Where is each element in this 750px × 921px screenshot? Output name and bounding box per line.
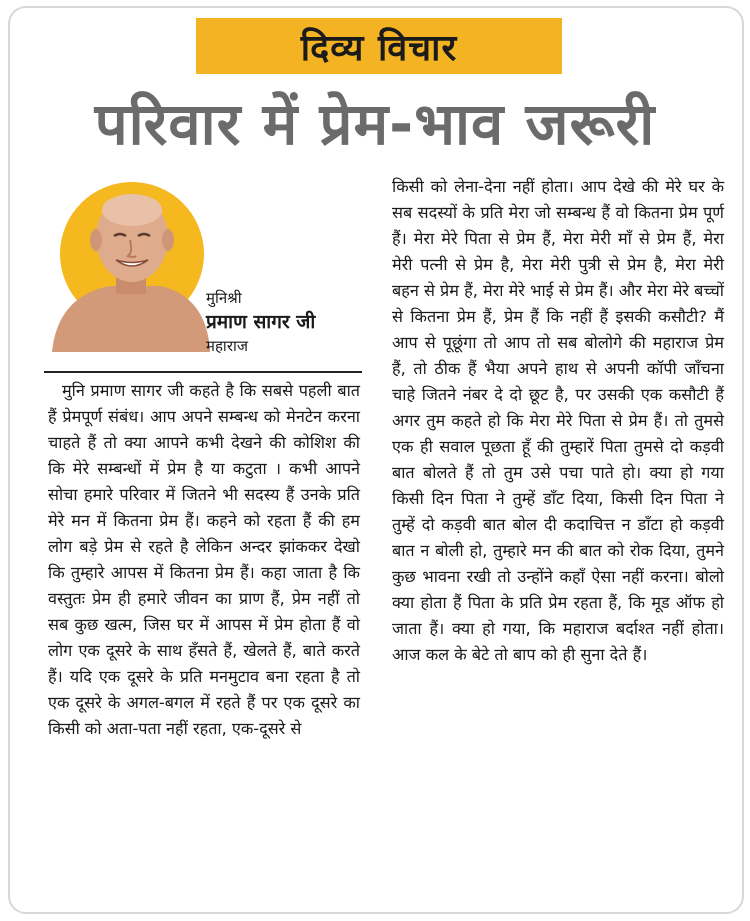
author-photo [50, 172, 210, 352]
column-banner [196, 18, 562, 74]
headline: परिवार में प्रेम-भाव जरूरी [94, 90, 656, 158]
article-text-left: मुनि प्रमाण सागर जी कहते है कि सबसे पहली बात हैं प्रेमपूर्ण संबंध। आप अपने सम्बन्ध को मेनटेन करना चाहते हैं तो क्या आपने कभी देखने की कोशिश की कि मेरे सम्बन्धों में प्रेम है या कटुता । कभी आपने सोचा हमारे परिवार में जितने भी सदस्य हैं उनके प्रति मेरे मन में कितना प्रेम हैं। कहने को रहता हैं की हम लोग बड़े प्रेम से रहते है लेकिन अन्दर झांककर देखो कि तुम्हारे आपस में कितना प्रेम हैं। कहा जाता है कि वस्तुतः प्रेम ही हमारे जीवन का प्राण हैं, प्रेम नहीं तो सब कुछ खत्म, जिस घर में आपस में प्रेम होता हैं वो लोग एक दूसरे के साथ हँसते हैं, खेलते हैं, बाते करते हैं। यदि एक दूसरे के प्रति मनमुटाव बना रहता है तो एक दूसरे के अगल-बगल में रहते हैं पर एक दूसरे का किसी को अता-पता नहीं रहता, एक-दूसरे से [48, 381, 360, 738]
article-text-right: किसी को लेना-देना नहीं होता। आप देखे की मेरे घर के सब सदस्यों के प्रति मेरा जो सम्बन्ध हैं वो कितना प्रेम पूर्ण हैं। मेरा मेरे पिता से प्रेम हैं, मेरा मेरी माँ से प्रेम हैं, मेरा मेरी पत्नी से प्रेम है, मेरा मेरी पुत्री से प्रेम है, मेरा मेरी बहन से प्रेम हैं, मेरा मेरे भाई से प्रेम हैं। और मेरा मेरे बच्चों से कितना प्रेम हैं, प्रेम हैं कि नहीं हैं इसकी कसौटी? मैं आप से पूछूंगा तो आप तो सब बोलोगे की महाराज प्रेम हैं, तो ठीक हैं भैया अपने हाथ से अपनी कॉपी जाँचना चाहे जितने नंबर दे दो छूट है, पर उसकी एक कसौटी हैं अगर तुम कहते हो कि मेरा मेरे पिता से प्रेम हैं। तो तुमसे एक ही सवाल पूछता हूँ की तुम्हारें पिता तुमसे दो कड़वी बात बोलते हैं तो तुम उसे पचा पाते हो। क्या हो गया किसी दिन पिता ने तुम्हें डाँट दिया, किसी दिन पिता ने तुम्हें दो कड़वी बात बोल दी कदाचित्त न डाँटा हो कड़वी बात न बोली हो, तुम्हारे मन की बात को रोक दिया, तुमने कुछ भावना रखी तो उन्होंने कहाँ ऐसा नहीं करना। बोलो क्या होता हैं पिता के प्रति प्रेम रहता हैं, कि मूड ऑफ हो जाता हैं। क्या हो गया, कि महाराज बर्दाश्त नहीं होता। आज कल के बेटे तो बाप को ही सुना देते हैं। [392, 177, 725, 664]
forehead-highlight [102, 194, 162, 226]
section-divider [44, 371, 362, 373]
article-column-left [48, 378, 360, 742]
article-column-right [392, 174, 724, 668]
banner-label: दिव्य विचार [300, 27, 458, 69]
right-ear [162, 229, 174, 251]
author-suffix: महाराज [206, 337, 248, 355]
left-ear [90, 229, 102, 251]
author-byline [206, 286, 315, 358]
author-name: प्रमाण सागर जी [206, 311, 316, 333]
author-prefix: मुनिश्री [206, 289, 242, 307]
